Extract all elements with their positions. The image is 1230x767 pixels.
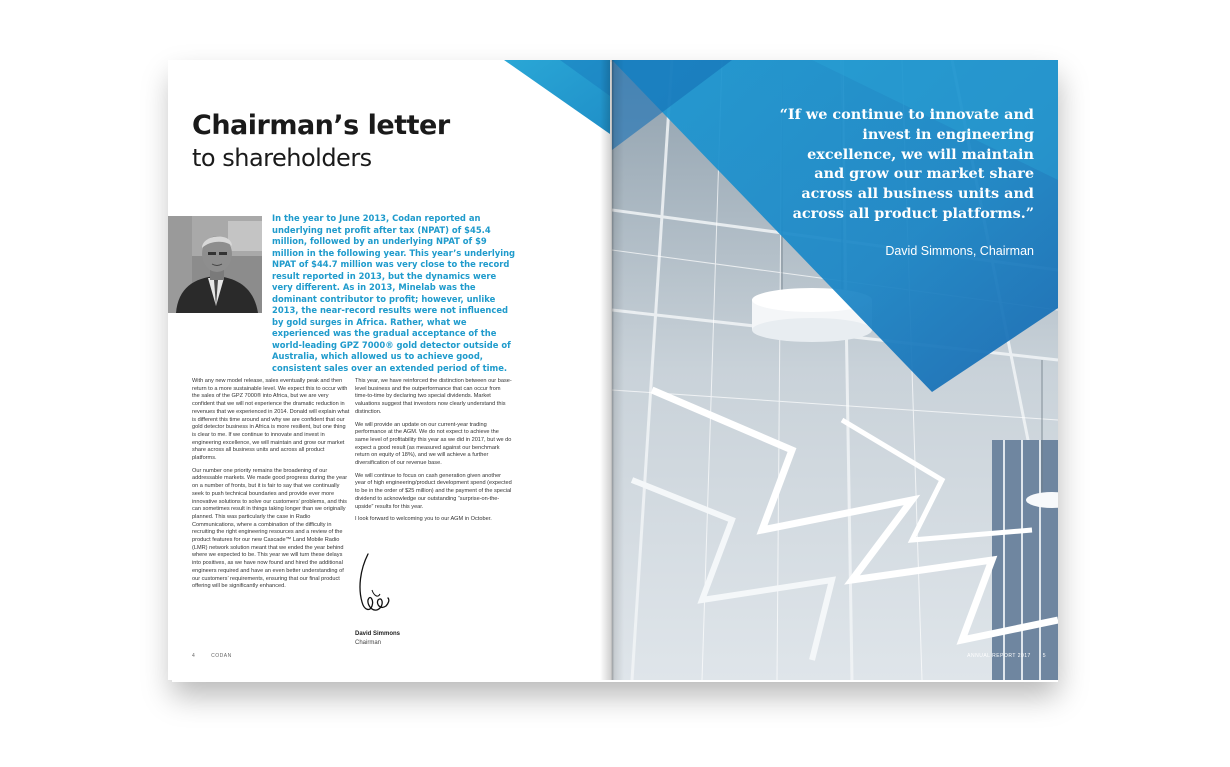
signature-name: David Simmons bbox=[355, 631, 401, 637]
body-paragraph: I look forward to welcoming you to our AGM in October. bbox=[355, 516, 492, 523]
body-paragraph: This year, we have reinforced the distinction between our base-level business and the outperformance that can occur from time-to-time by declaring two special dividends. Market valuations suggest that investors now clearly understand this distinction. bbox=[355, 378, 512, 415]
left-page bbox=[168, 60, 610, 680]
body-paragraph: We will provide an update on our current-year trading performance at the AGM. We do not expect to achieve the same level of profitability this year as we did in 2017, but we do expect a good result (as measured against our benchmark return on equity of 18%), and we will achieve a further diversification of our revenue base. bbox=[355, 421, 512, 467]
brand-label: CODAN bbox=[211, 653, 232, 659]
body-column-2 bbox=[355, 378, 513, 529]
quote-attribution: David Simmons, Chairman bbox=[885, 244, 1034, 258]
annual-report-label: ANNUAL REPORT 2017 bbox=[967, 653, 1031, 659]
signature-role: Chairman bbox=[355, 640, 382, 646]
body-column-1 bbox=[192, 378, 350, 596]
right-page bbox=[612, 60, 1058, 680]
pull-quote: “If we continue to innovate and invest in engineering excellence, we will maintain and grow our market share across all business units and across all product platforms.” bbox=[779, 106, 1034, 222]
body-paragraph: With any new model release, sales eventually peak and then return to a more sustainable level. We expect this to occur with the sales of the GPZ 7000® into Africa, but we are very confident that we will not experience the dramatic reduction in revenues that we experienced in 2014. Donald will explain what is different this time around and why we are confident that our gold detector business in Africa is more resilient, but one thing is clear to me. If we continue to innovate and invest in engineering excellence, we will maintain and grow our market share across all business units and across all product platforms. bbox=[192, 378, 350, 462]
page-number: 4 bbox=[192, 653, 196, 659]
chairman-portrait bbox=[168, 216, 262, 313]
spine-gutter bbox=[600, 60, 624, 680]
page-number: 5 bbox=[1042, 653, 1046, 659]
intro-paragraph: In the year to June 2013, Codan reported an underlying net profit after tax (NPAT) of $45.4 million, followed by an underlying NPAT of $9 million in the following year. This year’s underlying NPAT of $44.7 million was very close to the record result reported in 2013, but the dynamics were very different. As in 2013, Minelab was the dominant contributor to profit; however, unlike 2013, the near-record results were not influenced by gold surges in Africa. Rather, what we experienced was the gradual acceptance of the world-leading GPZ 7000® gold detector outside of Australia, which allowed us to achieve good, consistent sales over an extended period of time. bbox=[272, 213, 516, 373]
right-folio bbox=[957, 653, 1046, 659]
left-folio bbox=[192, 653, 246, 659]
body-paragraph: Our number one priority remains the broadening of our addressable markets. We made good progress during the year on a number of fronts, but it is fair to say that we continually seek to push technical boundaries and provide ever more innovative solutions to solve our customers’ problems, and this can sometimes result in things taking longer than we originally planned. This was particularly the case in Radio Communications, where a combination of the difficulty in recruiting the right engineering resources and a review of the product features for our new Cascade™ Land Mobile Radio (LMR) network solution meant that we ended the year behind where we expected to be. This year we will turn these delays into positives, as we have now found and hired the additional engineers required and have an even better understanding of our customers’ requirements, ensuring that our final product offering will be significantly enhanced. bbox=[192, 467, 348, 590]
body-paragraph: We will continue to focus on cash generation given another year of high engineering/product development spend (expected to be in the order of $25 million) and the payment of the special dividend to acknowledge our outstanding “surprise-on-the-upside” results for this year. bbox=[355, 472, 512, 510]
handwritten-signature bbox=[354, 550, 394, 622]
page-title: Chairman’s letter bbox=[192, 110, 450, 141]
page-subtitle: to shareholders bbox=[192, 144, 372, 172]
